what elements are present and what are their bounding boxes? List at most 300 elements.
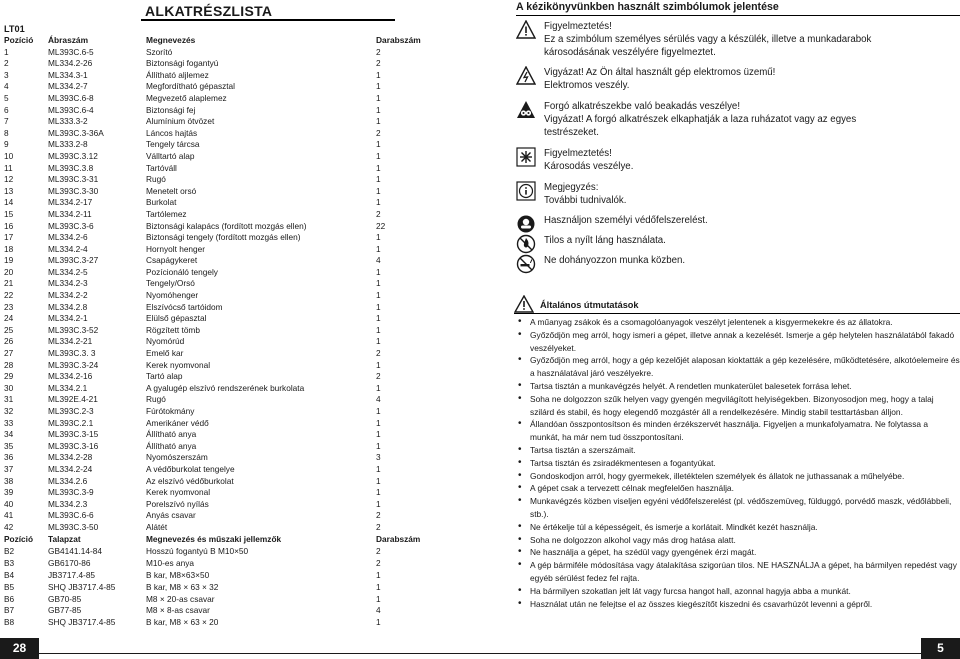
list-item: • Győződjön meg arról, hogy a gép kezelőjét alaposan kioktatták a gép kezelésére, működtetésére, alkotóelemeire és a használatával járó veszélyekre.	[514, 354, 960, 380]
part-pos: 11	[4, 162, 13, 173]
symbols-heading: A kézikönyvünkben használt szimbólumok jelentése	[516, 1, 960, 16]
footer-rule	[39, 653, 482, 654]
general-list	[514, 316, 960, 610]
protective-gear-icon	[516, 214, 536, 234]
part-drawing: ML334.2-6	[48, 232, 88, 243]
part-pos: 2	[4, 58, 9, 69]
table-row	[4, 313, 421, 325]
fastener-part: SHQ JB3717.4-85	[48, 581, 116, 592]
part-drawing: ML334.2-21	[48, 336, 93, 347]
part-name: Porelszívó nyílás	[146, 498, 209, 509]
part-pos: 14	[4, 197, 14, 208]
symbol-line: Figyelmeztetés!	[544, 21, 612, 32]
symbol-line: Ez a szimbólum személyes sérülés vagy a készülék, illetve a munkadarabok	[544, 34, 872, 45]
part-qty: 1	[376, 81, 381, 92]
symbol-line: Elektromos veszély.	[544, 80, 630, 91]
warning-triangle-icon	[516, 20, 536, 40]
part-pos: 7	[4, 116, 9, 127]
part-pos: 35	[4, 440, 14, 451]
part-pos: 38	[4, 475, 14, 486]
part-pos: 30	[4, 382, 14, 393]
part-name: Elszívócső tartóidom	[146, 301, 223, 312]
part-pos: 21	[4, 278, 14, 289]
part-pos: 18	[4, 243, 14, 254]
part-pos: 34	[4, 429, 14, 440]
part-qty: 2	[376, 371, 381, 382]
part-qty: 2	[376, 521, 381, 532]
part-drawing: ML393C.6-8	[48, 92, 94, 103]
part-pos: 16	[4, 220, 14, 231]
table-row	[4, 499, 421, 511]
list-item: • Soha ne dolgozzon alkohol vagy más drog hatása alatt.	[514, 534, 960, 547]
part-drawing: ML334.2.8	[48, 301, 88, 312]
list-item: • A gép bármiféle módosítása vagy átalakítása szigorúan tilos. NE HASZNÁLJA a gépet, ha bármilyen repedést vagy egyéb sérülést fedez fel rajta.	[514, 559, 960, 585]
symbol-line: Vigyázat! Az Ön által használt gép elektromos üzemű!	[544, 67, 776, 78]
part-drawing: ML334.3-1	[48, 69, 88, 80]
parts-header-row	[4, 35, 421, 47]
table-row	[4, 197, 421, 209]
table-row	[4, 174, 421, 186]
part-pos: 9	[4, 139, 9, 150]
part-qty: 1	[376, 475, 381, 486]
part-qty: 1	[376, 301, 381, 312]
part-drawing: ML334.2-4	[48, 243, 88, 254]
table-row	[4, 570, 420, 582]
symbol-text	[544, 100, 856, 139]
table-row	[4, 232, 421, 244]
part-name: Csapágykeret	[146, 255, 198, 266]
table-row	[4, 70, 421, 82]
right-page	[482, 0, 960, 659]
part-drawing: ML334.2-2	[48, 290, 88, 301]
part-qty: 1	[376, 324, 381, 335]
part-pos: 8	[4, 127, 9, 138]
part-qty: 1	[376, 185, 381, 196]
table-row	[4, 105, 421, 117]
part-pos: 1	[4, 46, 9, 57]
list-item: • Ha bármilyen szokatlan jelt lát vagy furcsa hangot hall, azonnal hagyja abba a munkát.	[514, 585, 960, 598]
part-qty: 1	[376, 278, 381, 289]
table-row	[4, 47, 421, 59]
fastener-pos: B7	[4, 605, 15, 616]
part-qty: 1	[376, 417, 381, 428]
part-name: Biztonsági tengely (fordított mozgás ellen)	[146, 232, 301, 243]
fastener-pos: B6	[4, 593, 15, 604]
part-drawing: ML334.2-11	[48, 208, 92, 219]
symbol-line: testrészeket.	[544, 127, 599, 138]
part-pos: 31	[4, 394, 14, 405]
table-row	[4, 163, 421, 175]
part-name: Burkolat	[146, 197, 177, 208]
part-pos: 26	[4, 336, 14, 347]
part-name: Válltartó alap	[146, 150, 195, 161]
part-name: Anyás csavar	[146, 510, 196, 521]
part-qty: 1	[376, 382, 381, 393]
symbol-text	[544, 214, 708, 227]
part-qty: 1	[376, 150, 381, 161]
symbol-text	[544, 234, 666, 247]
rotating-parts-icon	[516, 100, 536, 120]
symbol-line: Figyelmeztetés!	[544, 148, 612, 159]
part-qty: 1	[376, 197, 381, 208]
fastener-qty: 1	[376, 617, 381, 628]
table-row	[4, 302, 421, 314]
table-row	[4, 186, 421, 198]
list-item: • Ne használja a gépet, ha szédül vagy gyengének érzi magát.	[514, 546, 960, 559]
list-item: • Használat után ne felejtse el az összes kiegészítőt kiszedni és csavarhúzót levenni a gépről.	[514, 598, 960, 611]
part-drawing: ML334.2-5	[48, 266, 88, 277]
part-drawing: ML393C.3.12	[48, 150, 98, 161]
part-name: Rugó	[146, 174, 166, 185]
table-row	[4, 116, 421, 128]
part-drawing: ML393C.3. 3	[48, 348, 96, 359]
part-qty: 1	[376, 104, 381, 115]
part-name: Kerek nyomvonal	[146, 359, 211, 370]
damage-warning-icon	[516, 147, 536, 167]
part-pos: 37	[4, 463, 14, 474]
table-row	[4, 510, 421, 522]
symbol-line: Ne dohányozzon munka közben.	[544, 255, 686, 266]
part-name: Az elszívó védőburkolat	[146, 475, 234, 486]
part-pos: 27	[4, 348, 14, 359]
fastener-spec: M8 × 8-as csavar	[146, 605, 210, 616]
symbol-line: Vigyázat! A forgó alkatrészek elkaphatják a laza ruházatot vagy az egyes	[544, 114, 857, 125]
part-drawing: ML393C.6-6	[48, 510, 94, 521]
fastener-pos: B3	[4, 557, 15, 568]
part-qty: 1	[376, 232, 381, 243]
part-drawing: ML393C.2.1	[48, 417, 94, 428]
part-drawing: ML393C.3-52	[48, 324, 99, 335]
part-pos: 24	[4, 313, 14, 324]
part-drawing: ML334.2-24	[48, 463, 93, 474]
part-pos: 39	[4, 487, 14, 498]
part-qty: 2	[376, 348, 381, 359]
header-name: Megnevezés	[146, 35, 196, 45]
part-drawing: ML393C.3-15	[48, 429, 99, 440]
part-name: Menetelt orsó	[146, 185, 197, 196]
list-item: • Állandóan összpontosítson és minden érzékszervét használja. Figyeljen a munkafolyamatra. Ne folytassa a munkát, ha már nem tud összpontosítani.	[514, 418, 960, 444]
part-drawing: ML334.2.3	[48, 498, 88, 509]
no-smoking-icon	[516, 254, 536, 274]
fastener-qty: 1	[376, 581, 381, 592]
part-qty: 1	[376, 290, 381, 301]
part-drawing: ML393C.3-16	[48, 440, 99, 451]
symbol-line: Megjegyzés:	[544, 182, 599, 193]
part-name: A védőburkolat tengelye	[146, 463, 235, 474]
part-qty: 1	[376, 69, 381, 80]
part-pos: 20	[4, 266, 14, 277]
list-item: • Munkavégzés közben viseljen egyéni védőfelszerelést (pl. védőszemüveg, fülduggó, porvédő maszk, védőlábbeli, stb.).	[514, 495, 960, 521]
part-name: Nyomóhenger	[146, 290, 199, 301]
part-name: Biztonsági fogantyú	[146, 58, 219, 69]
part-drawing: ML393C.3-36A	[48, 127, 104, 138]
part-pos: 36	[4, 452, 14, 463]
table-row	[4, 487, 421, 499]
symbols-heading-rule	[516, 15, 960, 16]
part-name: Amerikáner védő	[146, 417, 209, 428]
part-drawing: ML393C.6-4	[48, 104, 94, 115]
table-row	[4, 139, 421, 151]
part-qty: 1	[376, 336, 381, 347]
table-row	[4, 267, 421, 279]
fheader-qty: Darabszám	[376, 534, 421, 544]
part-qty: 1	[376, 116, 381, 127]
list-item: • A műanyag zsákok és a csomagolóanyagok veszélyt jelentenek a kisgyermekekre és az állatokra.	[514, 316, 960, 329]
part-drawing: ML334.2-16	[48, 371, 93, 382]
part-qty: 1	[376, 463, 381, 474]
part-qty: 4	[376, 255, 381, 266]
fastener-pos: B5	[4, 581, 15, 592]
part-pos: 12	[4, 174, 14, 185]
part-qty: 1	[376, 406, 381, 416]
part-pos: 25	[4, 324, 14, 335]
list-item: • Soha ne dolgozzon szűk helyen vagy gyengén megvilágított helyiségekben. Bizonyosodjon meg, hogy a talaj szilárd és stabil, és hogy elegendő mozgástér áll a rendelkezésére. Mindig stabil testtartásban álljon.	[514, 393, 960, 419]
fastener-part: GB77-85	[48, 605, 82, 616]
list-item: • Tartsa tisztán a munkavégzés helyét. A rendetlen munkaterület balesetek forrása lehet.	[514, 380, 960, 393]
list-item: • A gépet csak a tervezett célnak megfelelően használja.	[514, 482, 960, 495]
part-drawing: ML393C.3-24	[48, 359, 99, 370]
fasteners-header-row	[4, 534, 420, 546]
part-pos: 22	[4, 290, 14, 301]
table-row	[4, 371, 421, 383]
part-drawing: ML334.2.6	[48, 475, 88, 486]
part-qty: 3	[376, 452, 381, 463]
table-row	[4, 336, 421, 348]
part-qty: 1	[376, 92, 381, 103]
list-item: • Gondoskodjon arról, hogy gyermekek, illetéktelen személyek és állatok ne juthassanak a műhelyébe.	[514, 470, 960, 483]
part-drawing: ML334.2-17	[48, 197, 93, 208]
list-item: • Tartsa tisztán és zsiradékmentesen a fogantyúkat.	[514, 457, 960, 470]
part-qty: 1	[376, 174, 381, 185]
part-pos: 28	[4, 359, 14, 370]
electric-shock-icon	[516, 66, 536, 86]
list-item: • Győződjön meg arról, hogy ismeri a gépet, illetve annak a kezelését. Ismerje a gép helytelen használatából fakadó veszélyeket.	[514, 329, 960, 355]
part-name: Fúrótokmány	[146, 406, 195, 416]
part-name: Biztonsági kalapács (fordított mozgás ellen)	[146, 220, 307, 231]
part-qty: 22	[376, 220, 386, 231]
part-pos: 13	[4, 185, 14, 196]
part-drawing: ML393C.3-6	[48, 220, 94, 231]
part-name: Tartó alap	[146, 371, 183, 382]
part-drawing: ML393C.3-30	[48, 185, 99, 196]
fastener-qty: 1	[376, 593, 381, 604]
part-pos: 6	[4, 104, 9, 115]
table-row	[4, 360, 421, 372]
part-drawing: ML334.2-26	[48, 58, 93, 69]
fastener-spec: B kar, M8×63×50	[146, 569, 210, 580]
fastener-spec: B kar, M8 × 63 × 32	[146, 581, 219, 592]
table-row	[4, 151, 421, 163]
fastener-part: JB3717.4-85	[48, 569, 96, 580]
table-row	[4, 522, 421, 534]
part-drawing: ML393C.2-3	[48, 406, 94, 416]
part-name: Biztonsági fej	[146, 104, 196, 115]
part-name: A gyalugép elszívó rendszerének burkolata	[146, 382, 305, 393]
page-number: 5	[921, 638, 960, 659]
part-qty: 2	[376, 46, 381, 57]
table-row	[4, 406, 421, 418]
parts-list-title: ALKATRÉSZLISTA	[141, 0, 395, 21]
part-name: Pozícionáló tengely	[146, 266, 218, 277]
part-qty: 2	[376, 208, 381, 219]
part-qty: 1	[376, 487, 381, 498]
table-row	[4, 58, 421, 70]
part-name: Nyomószerszám	[146, 452, 208, 463]
fastener-part: GB70-85	[48, 593, 82, 604]
fastener-qty: 4	[376, 605, 381, 616]
header-qty: Darabszám	[376, 35, 421, 45]
part-qty: 1	[376, 266, 381, 277]
part-pos: 40	[4, 498, 14, 509]
part-pos: 23	[4, 301, 14, 312]
part-drawing: ML333.3-2	[48, 116, 88, 127]
fastener-spec: Hosszú fogantyú B M10×50	[146, 545, 249, 556]
part-drawing: ML334.2-7	[48, 81, 88, 92]
symbol-text	[544, 20, 871, 59]
table-row	[4, 582, 420, 594]
warning-triangle-icon	[514, 295, 534, 313]
fastener-pos: B4	[4, 569, 15, 580]
fastener-pos: B8	[4, 617, 15, 628]
part-qty: 2	[376, 510, 381, 521]
fheader-part: Talapzat	[48, 534, 81, 544]
header-drawing: Ábraszám	[48, 35, 89, 45]
part-pos: 17	[4, 232, 14, 243]
parts-body	[4, 47, 421, 534]
fasteners-body	[4, 546, 420, 629]
part-pos: 4	[4, 81, 9, 92]
fheader-spec: Megnevezés és műszaki jellemzők	[146, 534, 282, 544]
parts-table	[4, 35, 421, 534]
part-pos: 10	[4, 150, 14, 161]
part-qty: 1	[376, 440, 381, 451]
table-row	[4, 290, 421, 302]
symbol-text	[544, 66, 775, 92]
part-name: Megvezető alaplemez	[146, 92, 227, 103]
part-pos: 33	[4, 417, 14, 428]
info-icon	[516, 181, 536, 201]
table-row	[4, 93, 421, 105]
fastener-spec: B kar, M8 × 63 × 20	[146, 617, 219, 628]
table-row	[4, 209, 421, 221]
part-pos: 3	[4, 69, 9, 80]
part-name: Tengely tárcsa	[146, 139, 200, 150]
table-row	[4, 81, 421, 93]
part-name: Szorító	[146, 46, 173, 57]
part-name: Rögzített tömb	[146, 324, 200, 335]
table-row	[4, 325, 421, 337]
part-drawing: ML333.2-8	[48, 139, 88, 150]
symbol-text	[544, 181, 626, 207]
symbol-line: Forgó alkatrészekbe való beakadás veszélye!	[544, 101, 741, 112]
part-name: Megfordítható gépasztal	[146, 81, 236, 92]
fastener-spec: M10-es anya	[146, 557, 194, 568]
table-row	[4, 348, 421, 360]
part-pos: 42	[4, 521, 14, 532]
part-pos: 5	[4, 92, 9, 103]
list-id: LT01	[4, 24, 25, 34]
table-row	[4, 617, 420, 629]
part-qty: 1	[376, 139, 381, 150]
part-drawing: ML334.2.1	[48, 382, 88, 393]
part-qty: 1	[376, 498, 381, 509]
part-drawing: ML393C.3-9	[48, 487, 94, 498]
part-name: Emelő kar	[146, 348, 184, 359]
part-drawing: ML393C.6-5	[48, 46, 94, 57]
table-row	[4, 429, 421, 441]
part-name: Nyomórúd	[146, 336, 185, 347]
part-drawing: ML393C.3-27	[48, 255, 99, 266]
table-row	[4, 464, 421, 476]
table-row	[4, 558, 420, 570]
part-pos: 15	[4, 208, 14, 219]
symbol-text	[544, 254, 685, 267]
part-drawing: ML334.2-28	[48, 452, 93, 463]
part-name: Kerek nyomvonal	[146, 487, 211, 498]
fastener-qty: 2	[376, 545, 381, 556]
page-number: 28	[0, 638, 39, 659]
general-heading-rule	[514, 313, 960, 314]
header-pos: Pozíció	[4, 35, 34, 45]
symbol-line: További tudnivalók.	[544, 195, 627, 206]
fastener-part: SHQ JB3717.4-85	[48, 617, 116, 628]
table-row	[4, 221, 421, 233]
part-qty: 1	[376, 162, 381, 173]
part-name: Állítható aljlemez	[146, 69, 209, 80]
footer-rule	[482, 653, 921, 654]
part-qty: 4	[376, 394, 381, 405]
fheader-pos: Pozíció	[4, 534, 34, 544]
part-qty: 1	[376, 313, 381, 324]
part-name: Állítható anya	[146, 440, 197, 451]
part-drawing: ML392E.4-21	[48, 394, 98, 405]
fastener-part: GB6170-86	[48, 557, 91, 568]
part-name: Tartóváll	[146, 162, 177, 173]
table-row	[4, 476, 421, 488]
symbol-line: Károsodás veszélye.	[544, 161, 634, 172]
table-row	[4, 383, 421, 395]
part-name: Rugó	[146, 394, 166, 405]
table-row	[4, 605, 420, 617]
part-drawing: ML334.2-1	[48, 313, 88, 324]
table-row	[4, 128, 421, 140]
part-pos: 29	[4, 371, 14, 382]
part-drawing: ML393C.3-50	[48, 521, 99, 532]
part-qty: 2	[376, 58, 381, 69]
table-row	[4, 594, 420, 606]
part-name: Hornyolt henger	[146, 243, 206, 254]
part-pos: 19	[4, 255, 14, 266]
part-pos: 41	[4, 510, 14, 521]
part-drawing: ML334.2-3	[48, 278, 88, 289]
part-pos: 32	[4, 406, 14, 416]
list-item: • Tartsa tisztán a szerszámait.	[514, 444, 960, 457]
part-name: Alumínium ötvözet	[146, 116, 215, 127]
table-row	[4, 418, 421, 430]
part-name: Elülső gépasztal	[146, 313, 207, 324]
symbol-line: károsodásának veszélyére figyelmeztet.	[544, 47, 716, 58]
fastener-qty: 2	[376, 557, 381, 568]
fastener-pos: B2	[4, 545, 15, 556]
fastener-part: GB4141.14-84	[48, 545, 102, 556]
part-name: Tengely/Orsó	[146, 278, 195, 289]
part-qty: 1	[376, 429, 381, 440]
symbol-text	[544, 147, 633, 173]
fasteners-table	[4, 534, 420, 629]
table-row	[4, 546, 420, 558]
part-qty: 1	[376, 359, 381, 370]
general-heading: Általános útmutatások	[540, 300, 639, 310]
